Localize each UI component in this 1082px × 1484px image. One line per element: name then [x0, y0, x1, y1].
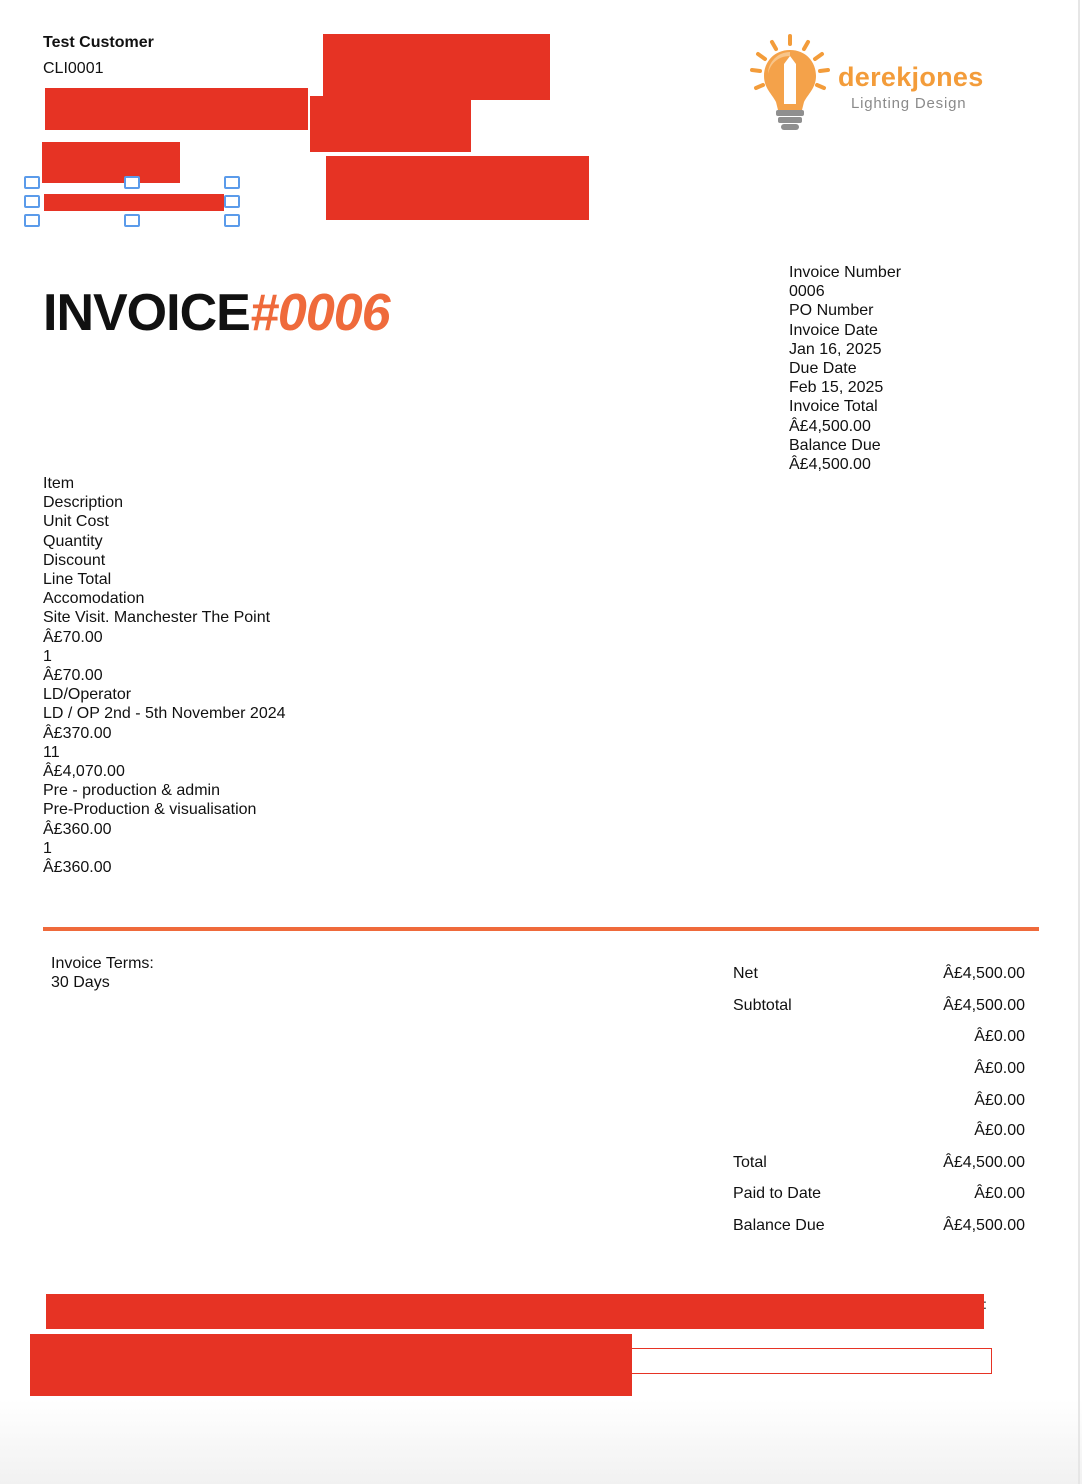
totals-label: Subtotal [733, 997, 792, 1014]
line-item-text: Line Total [43, 571, 112, 589]
line-item-text: Item [43, 475, 75, 492]
totals-value: Â£0.00 [974, 1028, 1025, 1045]
redaction-outline [630, 1348, 992, 1374]
totals-value: Â£0.00 [974, 1060, 1025, 1077]
client-name: Test Customer [43, 34, 154, 51]
totals-label: Paid to Date [733, 1185, 822, 1202]
resize-handle-top-right[interactable] [224, 176, 240, 189]
line-item-text: 11 [43, 743, 60, 761]
line-item-text: Quantity [43, 532, 103, 550]
divider [43, 927, 1039, 931]
meta-line: Jan 16, 2025 [789, 340, 882, 358]
resize-handle-right[interactable] [224, 195, 240, 208]
resize-handle-bottom-left[interactable] [24, 214, 40, 227]
line-item-text: Description [43, 494, 124, 512]
resize-handle-bottom-right[interactable] [224, 214, 240, 227]
invoice-terms [51, 954, 154, 992]
redaction-box-selected[interactable] [44, 194, 224, 211]
meta-line: Â£4,500.00 [789, 456, 871, 474]
line-item-text: Site Visit. Manchester The Point [43, 609, 271, 627]
totals-value: Â£4,500.00 [943, 997, 1025, 1014]
line-item-text: 1 [43, 839, 52, 857]
totals-value: Â£4,500.00 [943, 1154, 1025, 1171]
redaction-box [30, 1334, 632, 1396]
invoice-meta [789, 263, 901, 474]
meta-line: Feb 15, 2025 [789, 379, 884, 397]
meta-line: PO Number [789, 302, 874, 320]
line-item-text: Â£70.00 [43, 628, 103, 646]
line-item-text: Discount [43, 551, 106, 569]
footer-text: : [983, 1296, 987, 1312]
line-item-text: Â£370.00 [43, 724, 112, 742]
meta-line: Balance Due [789, 436, 881, 454]
redaction-box [42, 142, 180, 183]
totals-label: Total [733, 1154, 767, 1171]
totals-value: Â£4,500.00 [943, 1217, 1025, 1234]
meta-line: Due Date [789, 360, 857, 378]
line-item-text: LD/Operator [43, 686, 132, 704]
line-item-text: Pre-Production & visualisation [43, 801, 257, 819]
client-id: CLI0001 [43, 60, 104, 77]
redaction-box [310, 96, 471, 152]
redaction-box [323, 34, 550, 100]
line-item-text: Unit Cost [43, 513, 109, 531]
meta-line: Â£4,500.00 [789, 417, 871, 435]
terms-value: 30 Days [51, 974, 110, 992]
line-item-text: Â£360.00 [43, 859, 112, 877]
totals-value: Â£0.00 [974, 1185, 1025, 1202]
line-item-text: Â£360.00 [43, 820, 112, 838]
totals-label: Net [733, 965, 758, 982]
line-item-text: Â£70.00 [43, 667, 103, 685]
meta-line: Invoice Number [789, 264, 902, 281]
resize-handle-bottom[interactable] [124, 214, 140, 227]
meta-line: Invoice Total [789, 398, 878, 416]
line-item-text: 1 [43, 647, 52, 665]
invoice-number: #0006 [250, 284, 390, 342]
meta-line: 0006 [789, 283, 825, 301]
totals-value: Â£0.00 [974, 1122, 1025, 1139]
terms-label: Invoice Terms: [51, 955, 154, 972]
resize-handle-top[interactable] [124, 176, 140, 189]
totals-value: Â£4,500.00 [943, 965, 1025, 982]
redaction-box [326, 156, 589, 220]
resize-handle-top-left[interactable] [24, 176, 40, 189]
page-edge [1078, 0, 1080, 1484]
line-items [43, 474, 286, 877]
redaction-box [46, 1294, 984, 1329]
meta-line: Invoice Date [789, 321, 878, 339]
line-item-text: Pre - production & admin [43, 782, 220, 800]
line-item-text: Â£4,070.00 [43, 763, 125, 781]
logo-tagline: Lighting Design [851, 95, 967, 112]
page-background [0, 1400, 1082, 1484]
invoice-title: INVOICE [43, 284, 250, 342]
resize-handle-left[interactable] [24, 195, 40, 208]
line-item-text: Accomodation [43, 590, 145, 608]
redaction-box [45, 88, 308, 130]
totals-value: Â£0.00 [974, 1092, 1025, 1109]
line-item-text: LD / OP 2nd - 5th November 2024 [43, 705, 286, 723]
totals-label: Balance Due [733, 1217, 825, 1234]
logo-wordmark: derekjones [838, 62, 984, 92]
